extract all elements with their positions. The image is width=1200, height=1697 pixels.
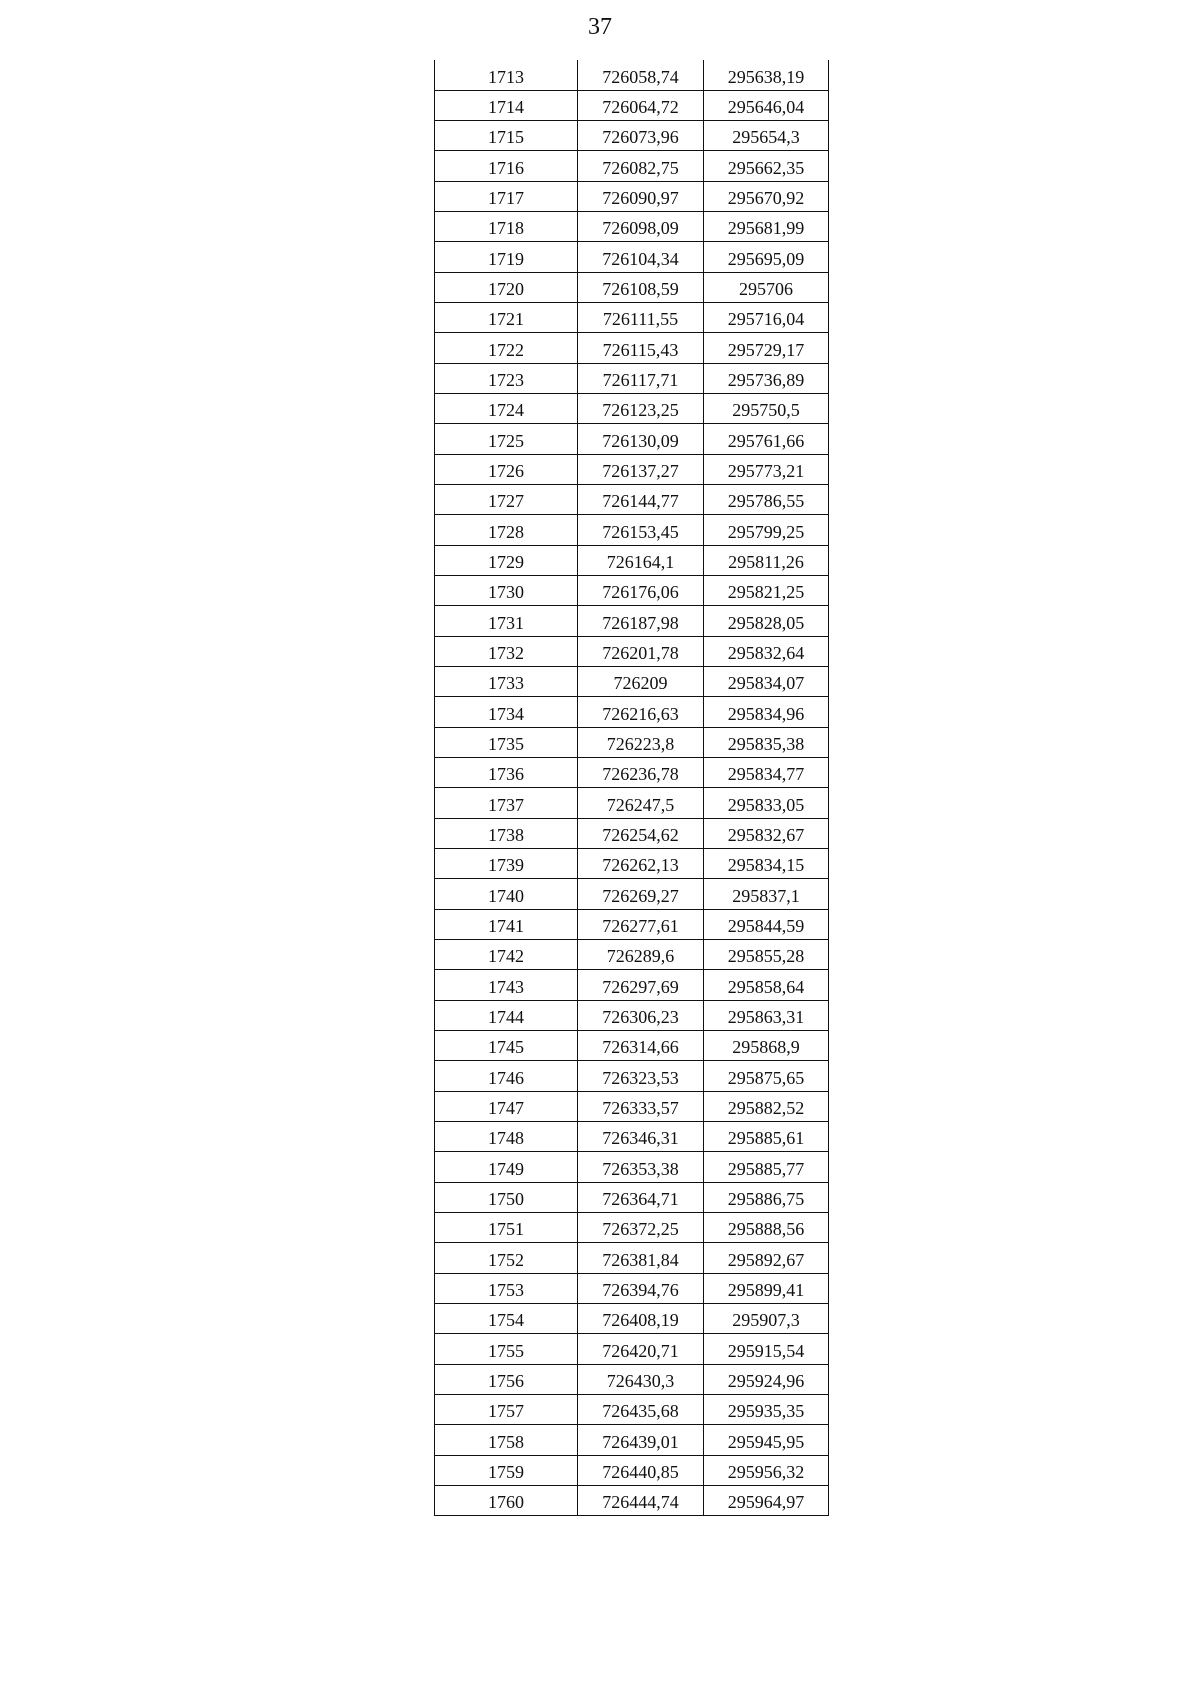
point-number-cell: 1725: [435, 424, 578, 454]
x-coordinate-cell: 726440,85: [578, 1455, 704, 1485]
y-coordinate-cell: 295834,15: [704, 849, 829, 879]
x-coordinate-cell: 726372,25: [578, 1212, 704, 1242]
x-coordinate-cell: 726236,78: [578, 758, 704, 788]
y-coordinate-cell: 295858,64: [704, 970, 829, 1000]
x-coordinate-cell: 726108,59: [578, 272, 704, 302]
table-row: [435, 1273, 829, 1303]
x-coordinate-cell: 726187,98: [578, 606, 704, 636]
x-coordinate-cell: 726254,62: [578, 818, 704, 848]
x-coordinate-cell: 726394,76: [578, 1273, 704, 1303]
y-coordinate-cell: 295868,9: [704, 1031, 829, 1061]
y-coordinate-cell: 295750,5: [704, 394, 829, 424]
table-row: [435, 515, 829, 545]
point-number-cell: 1736: [435, 758, 578, 788]
table-row: [435, 1121, 829, 1151]
table-row: [435, 667, 829, 697]
point-number-cell: 1750: [435, 1182, 578, 1212]
x-coordinate-cell: 726201,78: [578, 636, 704, 666]
table-row: [435, 1182, 829, 1212]
x-coordinate-cell: 726364,71: [578, 1182, 704, 1212]
y-coordinate-cell: 295832,64: [704, 636, 829, 666]
point-number-cell: 1749: [435, 1152, 578, 1182]
x-coordinate-cell: 726420,71: [578, 1334, 704, 1364]
table-row: [435, 1000, 829, 1030]
y-coordinate-cell: 295681,99: [704, 212, 829, 242]
y-coordinate-cell: 295964,97: [727, 1492, 805, 1513]
x-coordinate-cell: 726064,72: [578, 90, 704, 120]
y-coordinate-cell: 295811,26: [704, 545, 829, 575]
y-coordinate-cell: 295885,61: [704, 1121, 829, 1151]
point-number-cell: 1753: [435, 1273, 578, 1303]
table-row: [435, 181, 829, 211]
page-number: 37: [588, 14, 612, 40]
y-coordinate-cell: 295729,17: [704, 333, 829, 363]
table-row: [435, 1061, 829, 1091]
point-number-cell: 1740: [435, 879, 578, 909]
x-coordinate-cell: 726209: [578, 667, 704, 697]
point-number-cell: 1742: [435, 940, 578, 970]
x-coordinate-cell: 726073,96: [578, 121, 704, 151]
x-coordinate-cell: 726306,23: [578, 1000, 704, 1030]
table-row: [435, 636, 829, 666]
table-row: [435, 545, 829, 575]
x-coordinate-cell: 726323,53: [578, 1061, 704, 1091]
y-coordinate-cell: 295799,25: [704, 515, 829, 545]
x-coordinate-cell: 726381,84: [578, 1243, 704, 1273]
y-coordinate-cell: 295821,25: [704, 576, 829, 606]
point-number-cell: 1734: [435, 697, 578, 727]
point-number-cell: 1732: [435, 636, 578, 666]
table-row: [435, 1303, 829, 1333]
y-coordinate-cell: 295855,28: [704, 940, 829, 970]
coordinates-table: [434, 60, 829, 1516]
y-coordinate-cell: 295833,05: [704, 788, 829, 818]
table-row: [435, 212, 829, 242]
y-coordinate-cell: 295956,32: [704, 1455, 829, 1485]
table-row: [435, 424, 829, 454]
point-number-cell: 1758: [435, 1425, 578, 1455]
y-coordinate-cell: 295885,77: [704, 1152, 829, 1182]
x-coordinate-cell: 726115,43: [578, 333, 704, 363]
table-row: [435, 576, 829, 606]
y-coordinate-cell: 295907,3: [704, 1303, 829, 1333]
table-row: [435, 758, 829, 788]
y-coordinate-cell: 295670,92: [704, 181, 829, 211]
x-coordinate-cell: 726117,71: [578, 363, 704, 393]
y-coordinate-cell: 295888,56: [704, 1212, 829, 1242]
point-number-cell: 1721: [435, 303, 578, 333]
point-number-cell: 1738: [435, 818, 578, 848]
table-row: [435, 1091, 829, 1121]
point-number-cell: 1718: [435, 212, 578, 242]
y-coordinate-cell: 295886,75: [704, 1182, 829, 1212]
point-number-cell: 1744: [435, 1000, 578, 1030]
point-number-cell: 1719: [435, 242, 578, 272]
table-row: [435, 697, 829, 727]
point-number-cell: 1760: [435, 1485, 578, 1515]
y-coordinate-cell: 295786,55: [704, 485, 829, 515]
table-row: [435, 1031, 829, 1061]
table-row: [435, 1334, 829, 1364]
table-row: [435, 909, 829, 939]
table-row: [435, 60, 829, 90]
x-coordinate-cell: 726130,09: [578, 424, 704, 454]
point-number-cell: 1759: [435, 1455, 578, 1485]
point-number-cell: 1716: [435, 151, 578, 181]
point-number-cell: 1743: [435, 970, 578, 1000]
x-coordinate-cell: 726082,75: [578, 151, 704, 181]
point-number-cell: 1741: [435, 909, 578, 939]
point-number-cell: 1727: [435, 485, 578, 515]
y-coordinate-cell: 295662,35: [704, 151, 829, 181]
table-row: [435, 970, 829, 1000]
point-number-cell: 1757: [435, 1394, 578, 1424]
point-number-cell: 1747: [435, 1091, 578, 1121]
x-coordinate-cell: 726144,77: [578, 485, 704, 515]
table-row: [435, 1364, 829, 1394]
table-row: [435, 485, 829, 515]
coordinates-table-body: [435, 60, 829, 1516]
point-number-cell: 1729: [435, 545, 578, 575]
table-row: [435, 303, 829, 333]
x-coordinate-cell: 726104,34: [578, 242, 704, 272]
x-coordinate-cell: 726247,5: [578, 788, 704, 818]
x-coordinate-cell: 726297,69: [578, 970, 704, 1000]
y-coordinate-cell: 295638,19: [704, 60, 829, 90]
point-number-cell: 1731: [435, 606, 578, 636]
table-row: [435, 849, 829, 879]
point-number-cell: 1751: [435, 1212, 578, 1242]
x-coordinate-cell: 726262,13: [578, 849, 704, 879]
point-number-cell: 1724: [435, 394, 578, 424]
table-row: [435, 1455, 829, 1485]
point-number-cell: 1745: [435, 1031, 578, 1061]
y-coordinate-cell: 295695,09: [704, 242, 829, 272]
y-coordinate-cell: 295915,54: [704, 1334, 829, 1364]
point-number-cell: 1720: [435, 272, 578, 302]
y-coordinate-cell: 295835,38: [704, 727, 829, 757]
y-coordinate-cell: 295736,89: [704, 363, 829, 393]
table-row: [435, 394, 829, 424]
x-coordinate-cell: 726346,31: [578, 1121, 704, 1151]
point-number-cell: 1755: [435, 1334, 578, 1364]
table-row: [435, 818, 829, 848]
table-row: [435, 1212, 829, 1242]
x-coordinate-cell: 726435,68: [578, 1394, 704, 1424]
x-coordinate-cell: 726314,66: [578, 1031, 704, 1061]
table-row: [435, 940, 829, 970]
x-coordinate-cell: 726164,1: [578, 545, 704, 575]
table-row: [435, 1425, 829, 1455]
point-number-cell: 1746: [435, 1061, 578, 1091]
x-coordinate-cell: 726058,74: [578, 60, 704, 90]
x-coordinate-cell: 726277,61: [578, 909, 704, 939]
x-coordinate-cell: 726111,55: [578, 303, 704, 333]
point-number-cell: 1723: [435, 363, 578, 393]
x-coordinate-cell: 726090,97: [578, 181, 704, 211]
x-coordinate-cell: 726137,27: [578, 454, 704, 484]
x-coordinate-cell: 726153,45: [578, 515, 704, 545]
point-number-cell: 1715: [435, 121, 578, 151]
y-coordinate-cell: 295761,66: [704, 424, 829, 454]
table-row: [435, 1394, 829, 1424]
point-number-cell: 1739: [435, 849, 578, 879]
table-row: [435, 272, 829, 302]
y-coordinate-cell: 295834,77: [704, 758, 829, 788]
y-coordinate-cell: 295892,67: [704, 1243, 829, 1273]
point-number-cell: 1752: [435, 1243, 578, 1273]
table-row: [435, 121, 829, 151]
y-coordinate-cell: 295646,04: [704, 90, 829, 120]
point-number-cell: 1754: [435, 1303, 578, 1333]
table-row: [435, 454, 829, 484]
y-coordinate-cell: 295706: [704, 272, 829, 302]
y-coordinate-cell: 295834,07: [704, 667, 829, 697]
x-coordinate-cell: 726216,63: [578, 697, 704, 727]
y-coordinate-cell: 295654,3: [704, 121, 829, 151]
point-number-cell: 1733: [435, 667, 578, 697]
table-row: [435, 788, 829, 818]
x-coordinate-cell: 726223,8: [578, 727, 704, 757]
table-row: [435, 1485, 829, 1515]
point-number-cell: 1756: [435, 1364, 578, 1394]
point-number-cell: 1726: [435, 454, 578, 484]
table-row: [435, 333, 829, 363]
table-row: [435, 1243, 829, 1273]
x-coordinate-cell: 726353,38: [578, 1152, 704, 1182]
x-coordinate-cell: 726444,74: [578, 1485, 704, 1515]
y-coordinate-cell: 295875,65: [704, 1061, 829, 1091]
table-row: [435, 90, 829, 120]
x-coordinate-cell: 726408,19: [578, 1303, 704, 1333]
y-coordinate-cell: 295828,05: [704, 606, 829, 636]
point-number-cell: 1713: [435, 60, 578, 90]
y-coordinate-cell: 295935,35: [704, 1394, 829, 1424]
y-coordinate-cell: 295716,04: [704, 303, 829, 333]
y-coordinate-cell: 295837,1: [704, 879, 829, 909]
point-number-cell: 1737: [435, 788, 578, 818]
point-number-cell: 1714: [435, 90, 578, 120]
point-number-cell: 1748: [435, 1121, 578, 1151]
x-coordinate-cell: 726123,25: [578, 394, 704, 424]
point-number-cell: 1717: [435, 181, 578, 211]
y-coordinate-cell: 295945,95: [704, 1425, 829, 1455]
table-row: [435, 242, 829, 272]
y-coordinate-cell: 295773,21: [704, 454, 829, 484]
y-coordinate-cell: 295832,67: [704, 818, 829, 848]
table-row: [435, 879, 829, 909]
table-row: [435, 1152, 829, 1182]
point-number-cell: 1730: [435, 576, 578, 606]
y-coordinate-cell: 295882,52: [704, 1091, 829, 1121]
y-coordinate-cell: 295924,96: [704, 1364, 829, 1394]
y-coordinate-cell: 295844,59: [704, 909, 829, 939]
point-number-cell: 1735: [435, 727, 578, 757]
table-row: [435, 606, 829, 636]
x-coordinate-cell: 726098,09: [578, 212, 704, 242]
x-coordinate-cell: 726333,57: [578, 1091, 704, 1121]
y-coordinate-cell: 295834,96: [704, 697, 829, 727]
x-coordinate-cell: 726269,27: [578, 879, 704, 909]
y-coordinate-cell: 295899,41: [704, 1273, 829, 1303]
point-number-cell: 1728: [435, 515, 578, 545]
y-coordinate-cell: 295863,31: [704, 1000, 829, 1030]
x-coordinate-cell: 726176,06: [578, 576, 704, 606]
table-row: [435, 727, 829, 757]
point-number-cell: 1722: [435, 333, 578, 363]
table-row: [435, 151, 829, 181]
x-coordinate-cell: 726430,3: [578, 1364, 704, 1394]
x-coordinate-cell: 726439,01: [578, 1425, 704, 1455]
x-coordinate-cell: 726289,6: [578, 940, 704, 970]
table-row: [435, 363, 829, 393]
